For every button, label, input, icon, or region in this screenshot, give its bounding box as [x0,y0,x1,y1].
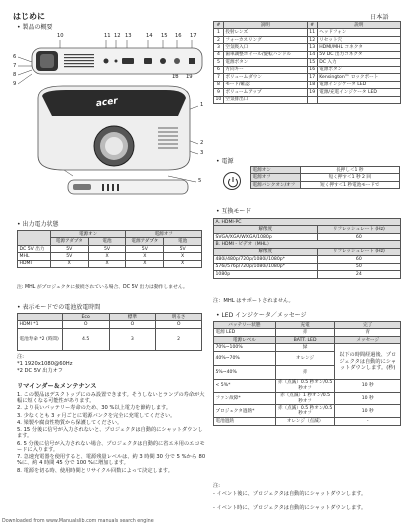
table-row: 7 ボリュームダウン 17 Kensington™ ロックポート [214,74,401,81]
battery-note-2: *2 DC 5V 出力オフ [17,368,63,374]
battery-note-1: *1 1920x1080@60Hz [17,361,73,367]
table-row: HDMI *1 O O O [18,321,202,328]
callout-17: 17 [190,33,197,39]
led-table: バッテリー状態 充電 完了 電源 LED 赤 青 電源レベル BATT. LED メッセージ 70%~100% 緑 以下の時間経過後、プロジェクタは自動的にシャットダウンします。(秒) 40%~70% オレンジ 5%~40% 赤 < 5%* 赤（点滅）0.5 秒オン/0.5 秒オフ 10 秒 ファン故障* 赤（点滅）1 秒オン/0.5 秒オフ 10 秒 プロジェクタ過熱* 赤（点滅）0.5 秒オン/0.5 秒オフ 10 秒 電池過熱 オレンジ（点滅） - [213,321,401,426]
list-item: 7. 急速充電器を使用すると、電源残量レベルは、約 3 時間 30 分で 5 %から 80 %に、約 4 時間 45 分で 100 %に増加します。 [17,454,206,467]
table-row: 2 フォーカスリング 12 リセット穴 [214,36,401,43]
bullet-icon: • [216,208,222,215]
reminder-heading: リマインダー＆メンテナンス [17,383,97,390]
bullet-icon: • [17,221,23,228]
footer-text: Downloaded from www.Manualslib.com manuals search engine [2,519,154,524]
list-item: 8. 電源を切る時、使用時間とリサイクル回数によって決定します。 [17,467,173,474]
led-note-title: 注: [213,483,220,489]
table-row: 6 方向キー 16 電源ボタン [214,66,401,73]
table-row: 576i/576p/720p/1080i/1080p* 50 [214,263,401,270]
power-button-illustration [223,172,241,190]
overview-heading: • 製品の概要 [17,24,53,31]
table-row: 4 歯車調整ホイール/旋転ハンドル 14 5V DC 出力コネクタ [214,51,401,58]
compat-heading: • 互換モード [216,208,252,215]
table-row: < 5%* 赤（点滅）0.5 秒オン/0.5 秒オフ 10 秒 [214,379,401,392]
table-row: MHL 5V X X X [18,253,202,260]
output-heading: • 出力電力状態 [17,221,59,228]
battery-table: Eco 標準 明るさ HDMI *1 O O O 電池寿命 *2 (時間) 4.5 3 2 [17,313,202,351]
reminder-list [17,392,207,474]
table-row: 5%~40% 赤 [214,365,401,379]
callout-11: 11 [104,33,111,39]
callout-7: 7 [13,63,17,69]
parts-header-num: # [214,22,224,29]
callout-3: 3 [200,150,204,156]
callout-6: 6 [13,54,17,60]
table-row: ファン故障* 赤（点滅）1 秒オン/0.5 秒オフ 10 秒 [214,392,401,405]
bullet-icon: • [17,304,23,311]
callout-13: 13 [125,33,132,39]
callout-16: 16 [175,33,182,39]
callout-5: 5 [198,178,202,184]
table-row: 電池過熱 オレンジ（点滅） - [214,418,401,425]
battery-heading: • 表示モードでの電池放電時間 [17,304,101,311]
language-label: 日本語 [370,14,389,21]
output-note: 注: MHL がプロジェクタに接続されている場合、DC 5V 出力は動作しません。 [17,285,188,290]
bullet-icon: • [216,312,222,319]
battery-note-title: 注: [17,354,24,360]
list-item: 6. 5 分後に信号が入力されない場合、プロジェクタは自動的に省エネ用のエコモードに入ります。 [17,440,205,453]
led-heading: • LED インジケータ／メッセージ [216,312,307,319]
list-item: 2. より長いバッテリー寿命のため、30 %以上電力を節約します。 [17,405,172,412]
table-row: 1080p 24 [214,271,401,278]
table-row: HDMI X X X X [18,260,202,267]
parts-table [213,21,401,104]
table-row: SVGA/XGA/WXGA/1080p 60 [214,233,401,240]
compat-table: A. HDMI-PC 解像度 リフレッシュレート (Hz) SVGA/XGA/WXGA/1080p 60 B. HDMI - ビデオ（MHL） 解像度 リフレッシュレート (Hz) 480i/480p/720p/1080i/1080p* 60 576i/576p/720p/1080i/1080p* 50 1080p 24 [213,218,401,279]
callout-2: 2 [200,140,204,146]
table-row: 9 ボリュームアップ 19 電源/充電インジケータ LED [214,89,401,96]
led-note-1: - イベント後に、プロジェクタは自動的にシャットダウンします。 [213,491,367,497]
callout-15: 15 [161,33,168,39]
projector-diagram [18,33,206,211]
callout-9: 9 [13,81,17,87]
list-item: 4. 梁製や腐食性物質から保護してください。 [17,419,123,426]
table-row: 40%~70% オレンジ [214,351,401,365]
callout-18: 18 [172,74,179,80]
page-title: はじめに [13,12,45,21]
table-row: 3 空気吸入口 13 HDMI/MHL コネクタ [214,44,401,51]
list-item: 3. 少なくとも 3 ヶ月ごとに電源バンクを完全に充電してください。 [17,412,176,419]
parts-header-desc: 説明 [317,22,400,29]
table-row: 電源オン 長押し＜1 秒 [251,167,400,174]
table-row: DC 5V 出力 5V 5V 5V 5V [18,245,202,252]
table-row: 1 投射レンズ 11 ヘッドフォン [214,29,401,36]
parts-header-num: # [307,22,317,29]
bullet-icon: • [17,24,23,31]
power-table [250,166,400,189]
callout-8: 8 [13,72,17,78]
list-item: 5. 15 分後に信号が入力されないと、プロジェクタは自動的にシャットダウンします。 [17,427,203,440]
table-row: 5 電源ボタン 15 DC 入力 [214,59,401,66]
power-heading: • 電源 [216,158,234,165]
table-row: 10 空気排出口 [214,96,401,103]
callout-10: 10 [57,33,64,39]
table-row: 8 モード/確認 18 電源インジケータ LED [214,81,401,88]
table-row: 電源バンクオン/オフ 短く押す＜1 秒電池モードで [251,181,400,188]
list-item: 1. この製品はデスクトップにのみ設置できます。そうしないとランプの寿命が大幅に短くなる可能性があります。 [17,392,205,405]
led-note-2: - イベント時に、プロジェクタは自動的にシャットダウンします。 [213,505,367,511]
compat-note: 注：MHL はサポートされません。 [213,298,294,304]
callout-1: 1 [200,102,204,108]
acer-logo: acer [95,96,119,110]
callout-19: 19 [186,74,193,80]
output-table: 電源オン 電源オフ 電源アダプタ 電池 電源アダプタ 電池 DC 5V 出力 5V 5V 5V 5V MHL 5V X X X HDMI X X X X [17,230,202,268]
table-row: プロジェクタ過熱* 赤（点滅）0.5 秒オン/0.5 秒オフ 10 秒 [214,405,401,418]
parts-header-desc: 説明 [223,22,307,29]
callout-14: 14 [146,33,153,39]
table-row: 電池寿命 *2 (時間) 4.5 3 2 [18,328,202,350]
bullet-icon: • [216,158,222,165]
table-row: 電源オフ 短く押す＜1 秒 2 回 [251,174,400,181]
power-icon [224,173,242,191]
table-row: 70%~100% 緑 以下の時間経過後、プロジェクタは自動的にシャットダウンします。(秒) [214,344,401,351]
callout-12: 12 [114,33,121,39]
table-row: 480i/480p/720p/1080i/1080p* 60 [214,256,401,263]
